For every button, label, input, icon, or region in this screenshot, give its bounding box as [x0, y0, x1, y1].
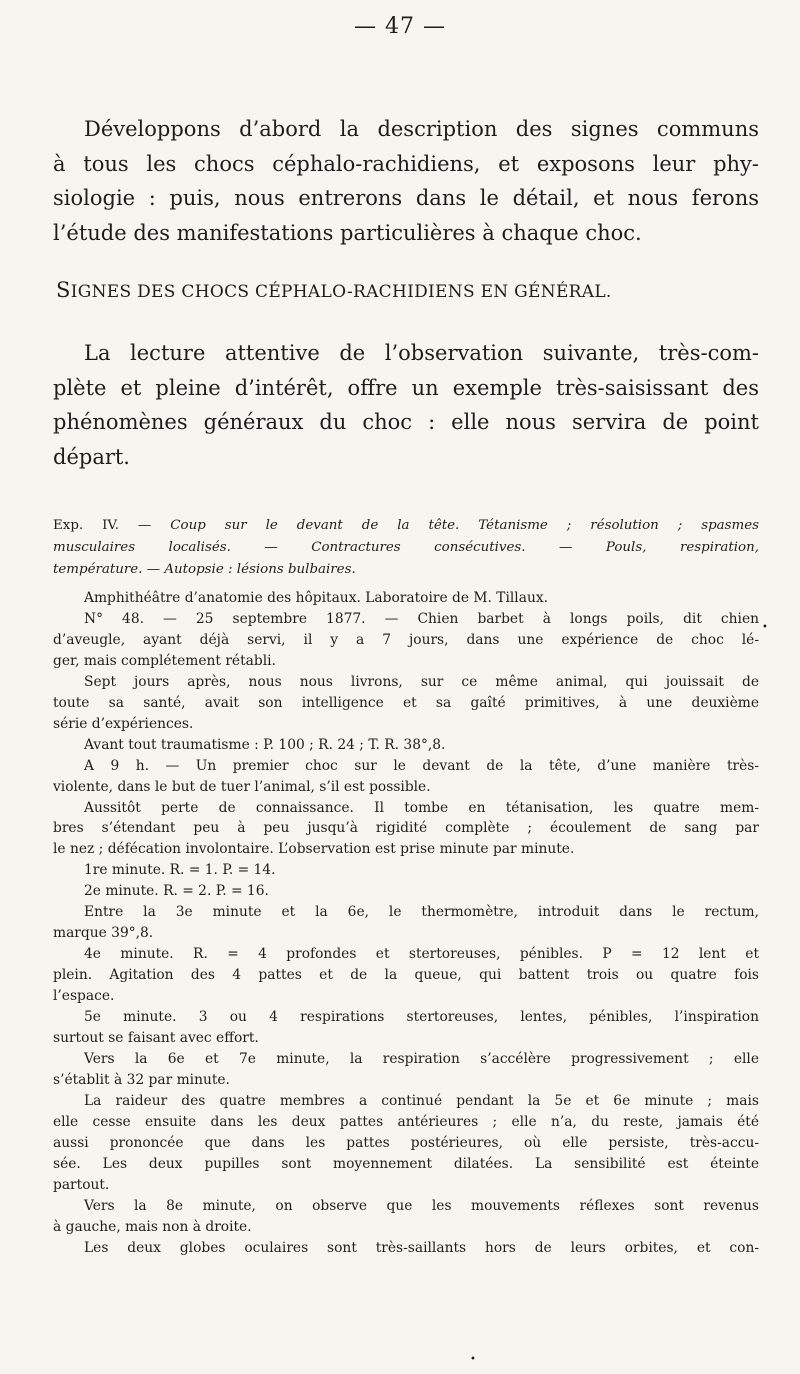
observation-line: 5e minute. 3 ou 4 respirations stertoreuses, lentes, pénibles, l’inspiration — [84, 1009, 759, 1026]
observation-line: Amphithéâtre d’anatomie des hôpitaux. Laboratoire de M. Tillaux. — [84, 590, 549, 606]
observation-line: marque 39°,8. — [53, 925, 154, 942]
observation-line: violente, dans le but de tuer l’animal, s’il est possible. — [53, 778, 431, 795]
observation-line: toute sa santé, avait son intelligence et sa gaîté primitives, à une deuxième — [53, 694, 759, 711]
observation-line: l’espace. — [53, 988, 115, 1005]
experiment-title — [53, 515, 759, 581]
observation-line: Les deux globes oculaires sont très-saillants hors de leurs orbites, et con- — [84, 1239, 759, 1256]
observation-line: ger, mais complétement rétabli. — [53, 652, 276, 669]
observation-line: s’établit à 32 par minute. — [53, 1071, 230, 1088]
experiment-title-line: Coup sur le devant de la tête. Tétanisme ; résolution ; spasmes — [170, 518, 759, 533]
heading-rest: IGNES DES CHOCS CÉPHALO-RACHIDIENS EN GÉNÉRAL. — [70, 282, 612, 302]
observation-line: partout. — [53, 1176, 110, 1193]
observation-line: à gauche, mais non à droite. — [53, 1218, 252, 1235]
lecture-line: plète et pleine d’intérêt, offre un exemple très-saisissant des — [53, 375, 759, 400]
observation-line: Sept jours après, nous nous livrons, sur ce même animal, qui jouissait de — [84, 673, 759, 690]
observation-line: elle cesse ensuite dans les deux pattes antérieures ; elle n’a, du reste, jamais été — [53, 1113, 759, 1130]
lecture-line: départ. — [53, 444, 130, 469]
observation-line: série d’expériences. — [53, 715, 194, 732]
intro-line: à tous les chocs céphalo-rachidiens, et exposons leur phy- — [53, 151, 759, 176]
intro-line: l’étude des manifestations particulières à chaque choc. — [53, 220, 642, 245]
observation-line: A 9 h. — Un premier choc sur le devant de la tête, d’une manière très- — [84, 757, 759, 774]
observation-line: aussi prononcée que dans les pattes postérieures, où elle persiste, très-accu- — [53, 1134, 759, 1151]
observation-line: bres s’étendant peu à peu jusqu’à rigidité complète ; écoulement de sang par — [53, 820, 759, 837]
page-number: — 47 — — [354, 14, 446, 39]
lecture-line: phénomènes généraux du choc : elle nous servira de point — [53, 410, 759, 434]
heading-initial: S — [56, 278, 71, 302]
observation-line: 1re minute. R. = 1. P. = 14. — [84, 862, 276, 879]
observation-line: N° 48. — 25 septembre 1877. — Chien barbet à longs poils, dit chien — [84, 610, 759, 627]
observation-line: Vers la 8e minute, on observe que les mouvements réflexes sont revenus — [84, 1197, 759, 1214]
lecture-line: La lecture attentive de l’observation suivante, très-com- — [84, 341, 759, 365]
margin-mark: • — [762, 622, 768, 633]
observation-line: d’aveugle, ayant déjà servi, il y a 7 jours, dans une expérience de choc lé- — [53, 631, 759, 648]
observation-text — [53, 588, 759, 1259]
experiment-title-line: musculaires localisés. — Contractures consécutives. — Pouls, respiration, — [53, 540, 759, 555]
experiment-title-line: température. — Autopsie : lésions bulbaires. — [53, 562, 356, 577]
observation-line: Vers la 6e et 7e minute, la respiration s’accélère progressivement ; elle — [84, 1050, 759, 1067]
intro-line: Développons d’abord la description des signes communs — [84, 117, 759, 141]
observation-line: Aussitôt perte de connaissance. Il tombe en tétanisation, les quatre mem- — [84, 799, 759, 816]
intro-paragraph — [53, 112, 759, 250]
observation-line: 4e minute. R. = 4 profondes et stertoreuses, pénibles. P = 12 lent et — [84, 946, 759, 963]
observation-line: 2e minute. R. = 2. P. = 16. — [84, 883, 269, 900]
observation-line: sée. Les deux pupilles sont moyennement dilatées. La sensibilité est éteinte — [53, 1155, 759, 1172]
experiment-label: Exp. IV. — — [53, 518, 152, 533]
section-heading — [56, 278, 756, 302]
intro-line: siologie : puis, nous entrerons dans le détail, et nous ferons — [53, 186, 759, 210]
observation-line: La raideur des quatre membres a continué pendant la 5e et 6e minute ; mais — [84, 1092, 759, 1109]
lecture-paragraph — [53, 336, 759, 474]
observation-line: surtout se faisant avec effort. — [53, 1030, 259, 1047]
observation-line: le nez ; défécation involontaire. L’observation est prise minute par minute. — [53, 841, 575, 858]
observation-line: plein. Agitation des 4 pattes et de la queue, qui battent trois ou quatre fois — [53, 967, 759, 984]
observation-line: Entre la 3e minute et la 6e, le thermomètre, introduit dans le rectum, — [84, 904, 759, 921]
margin-mark: • — [470, 1354, 476, 1365]
observation-line: Avant tout traumatisme : P. 100 ; R. 24 ; T. R. 38°,8. — [84, 736, 446, 753]
